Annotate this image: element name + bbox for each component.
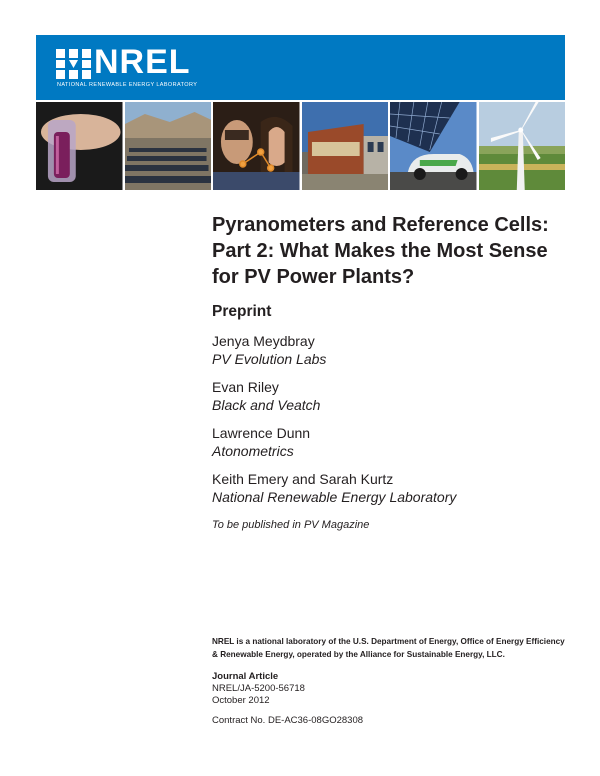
photo-solar-field (125, 102, 212, 190)
nrel-banner (36, 35, 565, 100)
photo-building (302, 102, 389, 190)
author-block (212, 332, 572, 368)
report-number: NREL/JA-5200-56718 (212, 683, 305, 694)
photo-wind-turbine (479, 102, 566, 190)
nrel-logo-subtitle: NATIONAL RENEWABLE ENERGY LABORATORY (57, 82, 198, 88)
photo-strip (36, 102, 565, 190)
author-block (212, 424, 572, 460)
author-affiliation: Black and Veatch (212, 397, 321, 413)
document-title: Pyranometers and Reference Cells: Part 2: What Makes the Most Sense for PV Power Plants? (212, 214, 549, 288)
publication-date: October 2012 (212, 695, 270, 706)
author-name: Lawrence Dunn (212, 425, 311, 441)
author-name: Jenya Meydbray (212, 333, 315, 349)
document-content (212, 212, 572, 532)
publication-note: To be published in PV Magazine (212, 519, 370, 531)
photo-researchers (213, 102, 300, 190)
author-affiliation: Atonometrics (212, 443, 294, 459)
nrel-logo-text: NREL (94, 43, 191, 81)
document-footer (212, 636, 572, 727)
author-affiliation: National Renewable Energy Laboratory (212, 489, 457, 505)
contract-number: Contract No. DE-AC36-08GO28308 (212, 715, 364, 726)
author-affiliation: PV Evolution Labs (212, 351, 327, 367)
document-type: Journal Article (212, 671, 279, 682)
document-subtitle: Preprint (212, 303, 272, 320)
nrel-logo-icon (56, 49, 92, 79)
author-block (212, 378, 572, 414)
photo-solar-car (390, 102, 477, 190)
author-name: Evan Riley (212, 379, 279, 395)
nrel-description: NREL is a national laboratory of the U.S. Department of Energy, Office of Energy Efficiency & Renewable Energy, operated by the Alliance for Sustainable Energy, LLC. (212, 637, 565, 659)
author-name: Keith Emery and Sarah Kurtz (212, 471, 394, 487)
author-block (212, 470, 572, 506)
photo-test-tube (36, 102, 123, 190)
